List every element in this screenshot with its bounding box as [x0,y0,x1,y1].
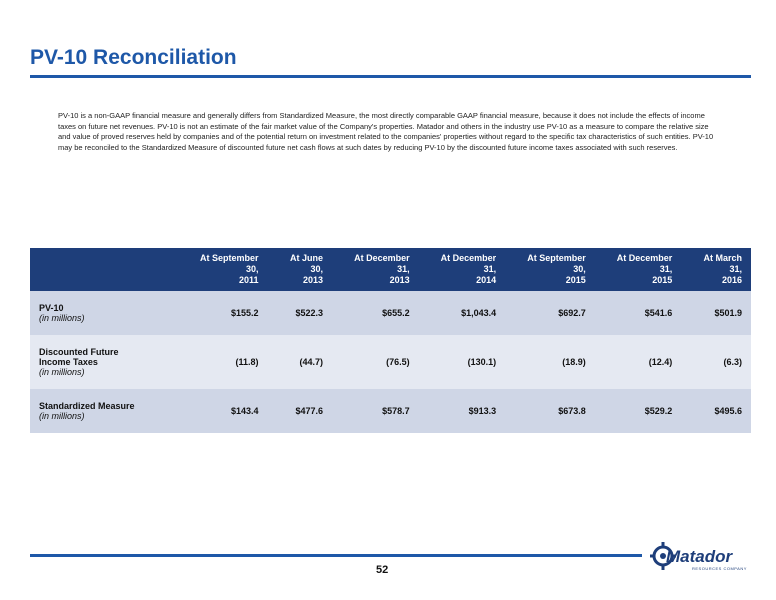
company-logo [650,539,760,573]
table-row-discounted-taxes [30,335,751,389]
table-cell: $155.2 [178,291,268,335]
row-label: Standardized Measure (in millions) [30,389,178,433]
row-label: PV-10 (in millions) [30,291,178,335]
table-cell: (18.9) [505,335,595,389]
table-cell: (12.4) [595,335,682,389]
table-header-cell: At December 31, 2014 [419,248,506,291]
logo-wordmark: Matador [666,547,733,566]
pv10-description: PV-10 is a non-GAAP financial measure and generally differs from Standardized Measure, the most directly comparable GAAP financial measure, because it does not include the effects of income taxes on future net revenues. PV-10 is not an estimate of the fair market value of the Company's properties. Matador and others in the industry use PV-10 as a measure to compare the relative size and value of proved reserves held by companies and of the potential return on investment related to the companies' properties without regard to the specific tax characteristics of such entities. PV-10 may be reconciled to the Standardized Measure of discounted future net cash flows at such dates by reducing PV-10 by the discounted future income taxes associated with such reserves. [58,111,714,152]
table-cell: $522.3 [268,291,333,335]
table-cell: $673.8 [505,389,595,433]
table-row-standardized [30,389,751,433]
table-cell: (11.8) [178,335,268,389]
page-title: PV-10 Reconciliation [30,46,237,69]
table-cell: $495.6 [681,389,751,433]
logo-tagline: RESOURCES COMPANY [692,566,747,571]
table-cell: $578.7 [332,389,419,433]
row-label: Discounted Future Income Taxes (in millions) [30,335,178,389]
table-cell: $477.6 [268,389,333,433]
reconciliation-table [30,248,751,433]
table-header-cell: At December 31, 2013 [332,248,419,291]
table-row-pv10 [30,291,751,335]
table-cell: $692.7 [505,291,595,335]
table-cell: $143.4 [178,389,268,433]
table-cell: (76.5) [332,335,419,389]
table-header-cell: At December 31, 2015 [595,248,682,291]
table-header-blank [30,248,178,291]
table-header-cell: At September 30, 2015 [505,248,595,291]
table-cell: $541.6 [595,291,682,335]
table-cell: (44.7) [268,335,333,389]
page-number: 52 [376,564,389,576]
table-cell: $1,043.4 [419,291,506,335]
table-cell: $501.9 [681,291,751,335]
table-cell: $529.2 [595,389,682,433]
table-header-cell: At June 30, 2013 [268,248,333,291]
title-divider [30,75,751,78]
table-cell: $913.3 [419,389,506,433]
table-header-cell: At September 30, 2011 [178,248,268,291]
table-cell: $655.2 [332,291,419,335]
table-header-row [30,248,751,291]
footer-divider [30,554,642,557]
table-cell: (6.3) [681,335,751,389]
table-cell: (130.1) [419,335,506,389]
table-header-cell: At March 31, 2016 [681,248,751,291]
